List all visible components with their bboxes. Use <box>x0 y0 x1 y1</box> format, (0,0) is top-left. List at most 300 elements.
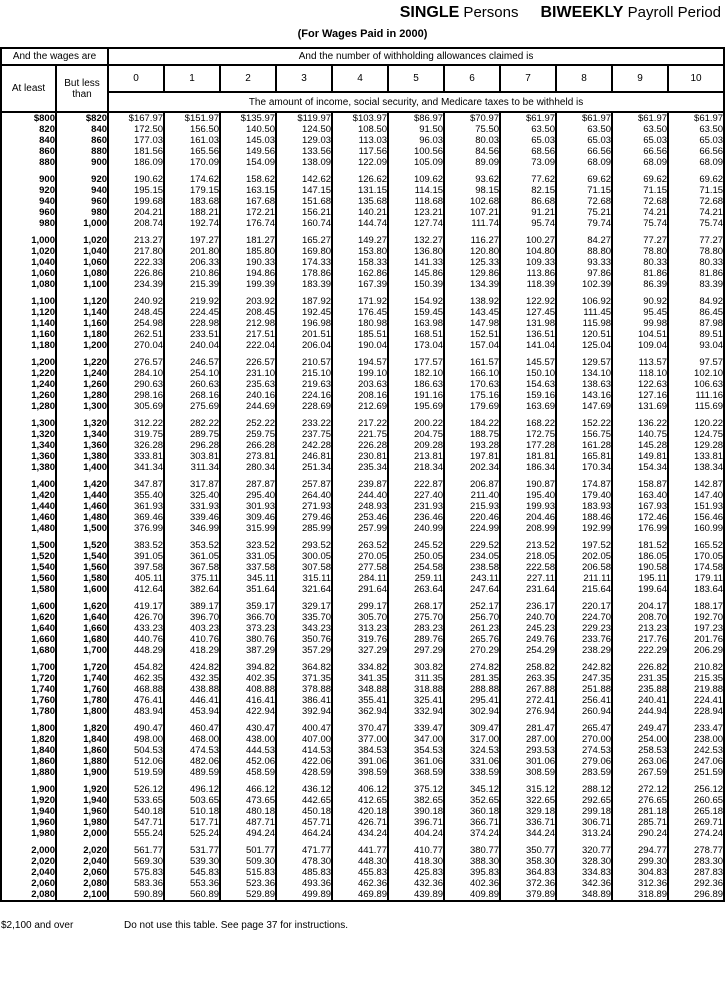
withholding-value-cell: 358.30 <box>500 856 556 867</box>
withholding-value-cell: 169.80 <box>276 246 332 257</box>
withholding-value-cell: 386.41 <box>276 695 332 706</box>
withholding-value-cell: 270.04 <box>108 340 164 351</box>
footnote-text: Do not use this table. See page 37 for instructions. <box>124 920 349 931</box>
withholding-value-cell: 309.46 <box>220 512 276 523</box>
withholding-value-cell: 178.86 <box>276 268 332 279</box>
withholding-value-cell: 174.87 <box>556 479 612 490</box>
withholding-value-cell: 490.47 <box>108 723 164 734</box>
withholding-value-cell: 283.23 <box>388 623 444 634</box>
withholding-value-cell: 249.47 <box>612 723 668 734</box>
withholding-value-cell: 228.69 <box>276 401 332 412</box>
withholding-value-cell: 229.23 <box>556 623 612 634</box>
withholding-value-cell: 380.77 <box>444 845 500 856</box>
withholding-value-cell: 172.21 <box>220 207 276 218</box>
withholding-value-cell: 160.74 <box>276 218 332 229</box>
withholding-value-cell: 115.98 <box>556 318 612 329</box>
table-row <box>1 795 724 806</box>
withholding-value-cell: 289.75 <box>164 429 220 440</box>
withholding-value-cell: 165.56 <box>164 146 220 157</box>
at-least-cell: 1,160 <box>1 329 56 340</box>
withholding-value-cell: 404.24 <box>388 828 444 839</box>
withholding-value-cell: 298.16 <box>108 390 164 401</box>
at-least-cell: 1,980 <box>1 828 56 839</box>
withholding-value-cell: 215.93 <box>444 501 500 512</box>
but-less-cell: 2,100 <box>56 889 108 901</box>
withholding-value-cell: 271.93 <box>276 501 332 512</box>
withholding-value-cell: 395.83 <box>444 867 500 878</box>
withholding-value-cell: 426.71 <box>332 817 388 828</box>
withholding-value-cell: 209.28 <box>388 440 444 451</box>
withholding-value-cell: 166.10 <box>444 368 500 379</box>
withholding-value-cell: 265.47 <box>556 723 612 734</box>
table-row <box>1 501 724 512</box>
withholding-value-cell: 304.83 <box>612 867 668 878</box>
withholding-value-cell: 553.36 <box>164 878 220 889</box>
withholding-value-cell: 215.10 <box>276 368 332 379</box>
at-least-cell: 1,120 <box>1 307 56 318</box>
table-row <box>1 767 724 778</box>
withholding-value-cell: 188.17 <box>668 601 724 612</box>
withholding-value-cell: 254.29 <box>500 645 556 656</box>
withholding-value-cell: 457.71 <box>276 817 332 828</box>
withholding-value-cell: 499.89 <box>276 889 332 901</box>
withholding-value-cell: 331.93 <box>164 501 220 512</box>
withholding-value-cell: 247.06 <box>668 756 724 767</box>
table-row <box>1 401 724 412</box>
but-less-cell: 1,640 <box>56 612 108 623</box>
withholding-value-cell: 295.41 <box>444 695 500 706</box>
but-less-cell: 2,080 <box>56 878 108 889</box>
withholding-value-cell: 95.45 <box>612 307 668 318</box>
withholding-value-cell: 462.36 <box>332 878 388 889</box>
withholding-value-cell: 149.81 <box>612 451 668 462</box>
withholding-value-cell: 287.00 <box>500 734 556 745</box>
withholding-value-cell: 433.23 <box>108 623 164 634</box>
withholding-value-cell: 539.30 <box>164 856 220 867</box>
withholding-value-cell: 274.53 <box>556 745 612 756</box>
withholding-value-cell: 234.39 <box>108 279 164 290</box>
withholding-value-cell: 432.35 <box>164 673 220 684</box>
withholding-value-cell: 493.36 <box>276 878 332 889</box>
withholding-value-cell: 471.77 <box>276 845 332 856</box>
withholding-value-cell: 407.00 <box>276 734 332 745</box>
but-less-cell: 1,380 <box>56 451 108 462</box>
withholding-value-cell: 364.82 <box>276 662 332 673</box>
withholding-value-cell: 265.76 <box>444 634 500 645</box>
withholding-value-cell: 403.23 <box>164 623 220 634</box>
but-less-cell: 1,920 <box>56 784 108 795</box>
withholding-value-cell: 222.58 <box>500 562 556 573</box>
but-less-cell: 2,000 <box>56 828 108 839</box>
withholding-value-cell: 183.39 <box>276 279 332 290</box>
at-least-cell: 1,480 <box>1 523 56 534</box>
but-less-cell: 1,060 <box>56 257 108 268</box>
but-less-cell: 1,320 <box>56 418 108 429</box>
table-row <box>1 379 724 390</box>
withholding-value-cell: 469.89 <box>332 889 388 901</box>
withholding-value-cell: 387.29 <box>220 645 276 656</box>
but-less-cell: 1,360 <box>56 440 108 451</box>
but-less-cell: 860 <box>56 135 108 146</box>
withholding-value-cell: 378.88 <box>276 684 332 695</box>
withholding-value-cell: 95.74 <box>500 218 556 229</box>
withholding-value-cell: 217.76 <box>612 634 668 645</box>
withholding-value-cell: 219.92 <box>164 296 220 307</box>
withholding-value-cell: 361.06 <box>388 756 444 767</box>
allowance-col-header-8: 8 <box>556 65 612 92</box>
withholding-value-cell: 186.34 <box>500 462 556 473</box>
withholding-value-cell: 432.36 <box>388 878 444 889</box>
withholding-value-cell: 291.64 <box>332 584 388 595</box>
withholding-value-cell: 244.69 <box>220 401 276 412</box>
withholding-value-cell: 175.16 <box>444 390 500 401</box>
withholding-value-cell: 108.50 <box>332 124 388 135</box>
withholding-value-cell: 372.36 <box>500 878 556 889</box>
withholding-value-cell: 396.71 <box>388 817 444 828</box>
withholding-value-cell: 397.58 <box>108 562 164 573</box>
withholding-value-cell: 233.22 <box>276 418 332 429</box>
table-row <box>1 185 724 196</box>
withholding-value-cell: 111.16 <box>668 390 724 401</box>
but-less-than-header: But less than <box>56 65 108 112</box>
withholding-value-cell: 238.58 <box>444 562 500 573</box>
withholding-value-cell: 388.30 <box>444 856 500 867</box>
withholding-value-cell: 133.56 <box>276 146 332 157</box>
withholding-value-cell: 231.35 <box>612 673 668 684</box>
table-row <box>1 867 724 878</box>
at-least-cell: 2,040 <box>1 867 56 878</box>
withholding-value-cell: 244.94 <box>612 706 668 717</box>
withholding-value-cell: 204.17 <box>612 601 668 612</box>
withholding-value-cell: 226.82 <box>612 662 668 673</box>
withholding-value-cell: 63.50 <box>668 124 724 135</box>
withholding-value-cell: 269.71 <box>668 817 724 828</box>
table-row <box>1 706 724 717</box>
withholding-value-cell: 424.82 <box>164 662 220 673</box>
withholding-value-cell: 115.69 <box>668 401 724 412</box>
but-less-cell: 1,760 <box>56 684 108 695</box>
at-least-cell: 1,660 <box>1 634 56 645</box>
withholding-value-cell: 366.71 <box>444 817 500 828</box>
withholding-value-cell: 509.30 <box>220 856 276 867</box>
withholding-value-cell: 141.04 <box>500 340 556 351</box>
withholding-value-cell: 583.36 <box>108 878 164 889</box>
but-less-cell: 1,120 <box>56 296 108 307</box>
withholding-value-cell: 273.81 <box>220 451 276 462</box>
at-least-cell: 1,640 <box>1 623 56 634</box>
withholding-value-cell: 81.86 <box>668 268 724 279</box>
withholding-value-cell: 100.56 <box>388 146 444 157</box>
header-row-3 <box>1 92 724 112</box>
withholding-value-cell: 299.17 <box>332 601 388 612</box>
withholding-value-cell: 82.15 <box>500 185 556 196</box>
withholding-value-cell: 118.39 <box>500 279 556 290</box>
withholding-value-cell: 504.53 <box>108 745 164 756</box>
at-least-cell: 1,040 <box>1 257 56 268</box>
withholding-value-cell: 89.09 <box>444 157 500 168</box>
withholding-value-cell: 142.62 <box>276 174 332 185</box>
withholding-value-cell: 268.17 <box>388 601 444 612</box>
withholding-value-cell: 240.70 <box>500 612 556 623</box>
at-least-cell: 1,440 <box>1 501 56 512</box>
withholding-value-cell: 309.47 <box>444 723 500 734</box>
withholding-value-cell: 66.56 <box>668 146 724 157</box>
withholding-value-cell: 391.06 <box>332 756 388 767</box>
withholding-value-cell: 276.94 <box>500 706 556 717</box>
withholding-value-cell: 276.65 <box>612 795 668 806</box>
withholding-value-cell: 222.87 <box>388 479 444 490</box>
but-less-cell: 1,040 <box>56 246 108 257</box>
withholding-value-cell: 268.16 <box>164 390 220 401</box>
withholding-value-cell: 167.93 <box>612 501 668 512</box>
withholding-value-cell: 149.56 <box>220 146 276 157</box>
but-less-cell: 1,700 <box>56 645 108 656</box>
withholding-value-cell: 251.59 <box>668 767 724 778</box>
withholding-value-cell: 159.16 <box>500 390 556 401</box>
withholding-value-cell: 127.16 <box>612 390 668 401</box>
withholding-value-cell: 199.10 <box>332 368 388 379</box>
withholding-value-cell: 174.33 <box>276 257 332 268</box>
withholding-value-cell: 204.75 <box>388 429 444 440</box>
withholding-table <box>0 47 725 902</box>
withholding-value-cell: 179.15 <box>164 185 220 196</box>
withholding-value-cell: 289.76 <box>388 634 444 645</box>
withholding-value-cell: 319.76 <box>332 634 388 645</box>
withholding-value-cell: 176.45 <box>332 307 388 318</box>
withholding-value-cell: 438.88 <box>164 684 220 695</box>
withholding-value-cell: 167.68 <box>220 196 276 207</box>
withholding-value-cell: 206.29 <box>668 645 724 656</box>
withholding-value-cell: 239.87 <box>332 479 388 490</box>
table-row <box>1 462 724 473</box>
withholding-value-cell: 414.53 <box>276 745 332 756</box>
withholding-value-cell: 153.80 <box>332 246 388 257</box>
withholding-value-cell: 142.87 <box>668 479 724 490</box>
withholding-value-cell: 159.45 <box>388 307 444 318</box>
withholding-value-cell: 145.03 <box>220 135 276 146</box>
withholding-value-cell: 328.30 <box>556 856 612 867</box>
withholding-value-cell: 210.86 <box>164 268 220 279</box>
at-least-cell: 1,340 <box>1 440 56 451</box>
header-row-1 <box>1 48 724 65</box>
withholding-value-cell: 170.05 <box>668 551 724 562</box>
withholding-value-cell: 68.09 <box>556 157 612 168</box>
but-less-cell: 1,240 <box>56 368 108 379</box>
withholding-value-cell: 318.88 <box>388 684 444 695</box>
withholding-value-cell: 233.51 <box>164 329 220 340</box>
withholding-value-cell: 138.92 <box>444 296 500 307</box>
withholding-value-cell: 208.16 <box>332 390 388 401</box>
withholding-value-cell: 380.76 <box>220 634 276 645</box>
withholding-value-cell: 158.33 <box>332 257 388 268</box>
withholding-value-cell: 540.18 <box>108 806 164 817</box>
withholding-value-cell: 274.24 <box>668 828 724 839</box>
withholding-value-cell: 165.81 <box>556 451 612 462</box>
withholding-value-cell: 215.35 <box>668 673 724 684</box>
withholding-value-cell: 454.82 <box>108 662 164 673</box>
withholding-value-cell: 410.77 <box>388 845 444 856</box>
withholding-value-cell: 107.21 <box>444 207 500 218</box>
at-least-cell: 1,700 <box>1 662 56 673</box>
withholding-value-cell: 179.40 <box>556 490 612 501</box>
withholding-value-cell: 350.76 <box>276 634 332 645</box>
withholding-value-cell: 367.58 <box>164 562 220 573</box>
withholding-value-cell: 136.22 <box>612 418 668 429</box>
withholding-value-cell: 383.52 <box>108 540 164 551</box>
withholding-value-cell: 529.89 <box>220 889 276 901</box>
withholding-value-cell: 263.35 <box>500 673 556 684</box>
withholding-value-cell: 170.09 <box>164 157 220 168</box>
at-least-cell: 2,060 <box>1 878 56 889</box>
withholding-value-cell: 154.92 <box>388 296 444 307</box>
withholding-value-cell: 68.56 <box>500 146 556 157</box>
withholding-value-cell: 138.09 <box>276 157 332 168</box>
withholding-value-cell: 410.76 <box>164 634 220 645</box>
at-least-header: At least <box>1 65 56 112</box>
page-subtitle: (For Wages Paid in 2000) <box>297 28 428 40</box>
withholding-value-cell: 262.51 <box>108 329 164 340</box>
withholding-value-cell: 285.71 <box>612 817 668 828</box>
withholding-value-cell: 192.74 <box>164 218 220 229</box>
withholding-value-cell: 140.75 <box>612 429 668 440</box>
withholding-value-cell: 127.45 <box>500 307 556 318</box>
withholding-value-cell: 276.57 <box>108 357 164 368</box>
withholding-value-cell: 129.28 <box>668 440 724 451</box>
withholding-value-cell: 288.88 <box>444 684 500 695</box>
withholding-value-cell: 165.27 <box>276 235 332 246</box>
withholding-value-cell: $151.97 <box>164 112 220 124</box>
withholding-value-cell: 106.63 <box>668 379 724 390</box>
allowance-col-header-4: 4 <box>332 65 388 92</box>
withholding-value-cell: 208.70 <box>612 612 668 623</box>
withholding-value-cell: 240.92 <box>108 296 164 307</box>
withholding-value-cell: 293.53 <box>500 745 556 756</box>
withholding-value-cell: 171.92 <box>332 296 388 307</box>
withholding-value-cell: 183.93 <box>556 501 612 512</box>
withholding-value-cell: 355.41 <box>332 695 388 706</box>
table-row <box>1 307 724 318</box>
at-least-cell: 1,720 <box>1 673 56 684</box>
allowance-col-header-10: 10 <box>668 65 724 92</box>
withholding-value-cell: 260.94 <box>556 706 612 717</box>
withholding-value-cell: 233.76 <box>556 634 612 645</box>
table-row <box>1 784 724 795</box>
withholding-value-cell: 129.86 <box>444 268 500 279</box>
withholding-value-cell: 284.11 <box>332 573 388 584</box>
withholding-value-cell: 326.28 <box>108 440 164 451</box>
withholding-value-cell: 235.34 <box>332 462 388 473</box>
withholding-value-cell: 190.04 <box>332 340 388 351</box>
withholding-value-cell: 468.00 <box>164 734 220 745</box>
at-least-cell: 1,240 <box>1 379 56 390</box>
amount-note-header: The amount of income, social security, and Medicare taxes to be withheld is <box>108 92 724 112</box>
at-least-cell: 1,960 <box>1 817 56 828</box>
withholding-value-cell: 460.47 <box>164 723 220 734</box>
withholding-value-cell: 364.83 <box>500 867 556 878</box>
withholding-value-cell: 311.34 <box>164 462 220 473</box>
withholding-value-cell: 71.15 <box>612 185 668 196</box>
at-least-cell: 1,880 <box>1 767 56 778</box>
withholding-value-cell: 93.04 <box>668 340 724 351</box>
but-less-cell: 1,860 <box>56 745 108 756</box>
at-least-cell: 1,820 <box>1 734 56 745</box>
withholding-value-cell: 230.81 <box>332 451 388 462</box>
withholding-value-cell: 202.05 <box>556 551 612 562</box>
withholding-value-cell: 147.15 <box>276 185 332 196</box>
withholding-value-cell: 221.75 <box>332 429 388 440</box>
withholding-value-cell: 409.89 <box>444 889 500 901</box>
withholding-value-cell: 83.39 <box>668 279 724 290</box>
withholding-value-cell: 321.64 <box>276 584 332 595</box>
table-row <box>1 390 724 401</box>
withholding-value-cell: 525.24 <box>164 828 220 839</box>
but-less-cell: 1,280 <box>56 390 108 401</box>
withholding-value-cell: $61.97 <box>500 112 556 124</box>
withholding-value-cell: 236.46 <box>388 512 444 523</box>
table-row <box>1 418 724 429</box>
withholding-value-cell: 348.89 <box>556 889 612 901</box>
withholding-value-cell: 116.27 <box>444 235 500 246</box>
withholding-value-cell: 74.21 <box>612 207 668 218</box>
withholding-value-cell: 72.68 <box>612 196 668 207</box>
but-less-cell: 1,140 <box>56 307 108 318</box>
withholding-value-cell: 231.64 <box>500 584 556 595</box>
but-less-cell: 1,100 <box>56 279 108 290</box>
withholding-value-cell: 244.40 <box>332 490 388 501</box>
withholding-value-cell: 284.10 <box>108 368 164 379</box>
withholding-value-cell: 144.74 <box>332 218 388 229</box>
withholding-value-cell: 111.45 <box>556 307 612 318</box>
withholding-value-cell: 186.09 <box>108 157 164 168</box>
at-least-cell: 1,740 <box>1 684 56 695</box>
withholding-value-cell: 272.41 <box>500 695 556 706</box>
withholding-value-cell: 329.17 <box>276 601 332 612</box>
withholding-value-cell: 264.40 <box>276 490 332 501</box>
withholding-value-cell: 160.99 <box>668 523 724 534</box>
withholding-value-cell: 240.04 <box>164 340 220 351</box>
withholding-value-cell: 135.68 <box>332 196 388 207</box>
withholding-value-cell: 353.52 <box>164 540 220 551</box>
withholding-value-cell: 86.68 <box>500 196 556 207</box>
withholding-value-cell: 99.98 <box>612 318 668 329</box>
withholding-value-cell: 331.05 <box>220 551 276 562</box>
but-less-cell: 1,300 <box>56 401 108 412</box>
but-less-cell: 1,480 <box>56 512 108 523</box>
withholding-value-cell: 315.99 <box>220 523 276 534</box>
withholding-value-cell: 74.21 <box>668 207 724 218</box>
table-row <box>1 146 724 157</box>
withholding-value-cell: 201.51 <box>276 329 332 340</box>
at-least-cell: 1,380 <box>1 462 56 473</box>
but-less-cell: 1,740 <box>56 673 108 684</box>
but-less-cell: 1,400 <box>56 462 108 473</box>
withholding-value-cell: 281.18 <box>612 806 668 817</box>
withholding-value-cell: 402.35 <box>220 673 276 684</box>
withholding-value-cell: 418.30 <box>388 856 444 867</box>
withholding-value-cell: 213.27 <box>108 235 164 246</box>
withholding-value-cell: 296.89 <box>668 889 724 901</box>
allowances-header: And the number of withholding allowances claimed is <box>108 48 724 65</box>
withholding-value-cell: 257.99 <box>332 523 388 534</box>
withholding-value-cell: 523.36 <box>220 878 276 889</box>
withholding-value-cell: 384.53 <box>332 745 388 756</box>
withholding-value-cell: 79.74 <box>556 218 612 229</box>
withholding-value-cell: 248.93 <box>332 501 388 512</box>
withholding-value-cell: 172.46 <box>612 512 668 523</box>
withholding-value-cell: 181.56 <box>108 146 164 157</box>
withholding-value-cell: 141.33 <box>388 257 444 268</box>
withholding-value-cell: 311.35 <box>388 673 444 684</box>
